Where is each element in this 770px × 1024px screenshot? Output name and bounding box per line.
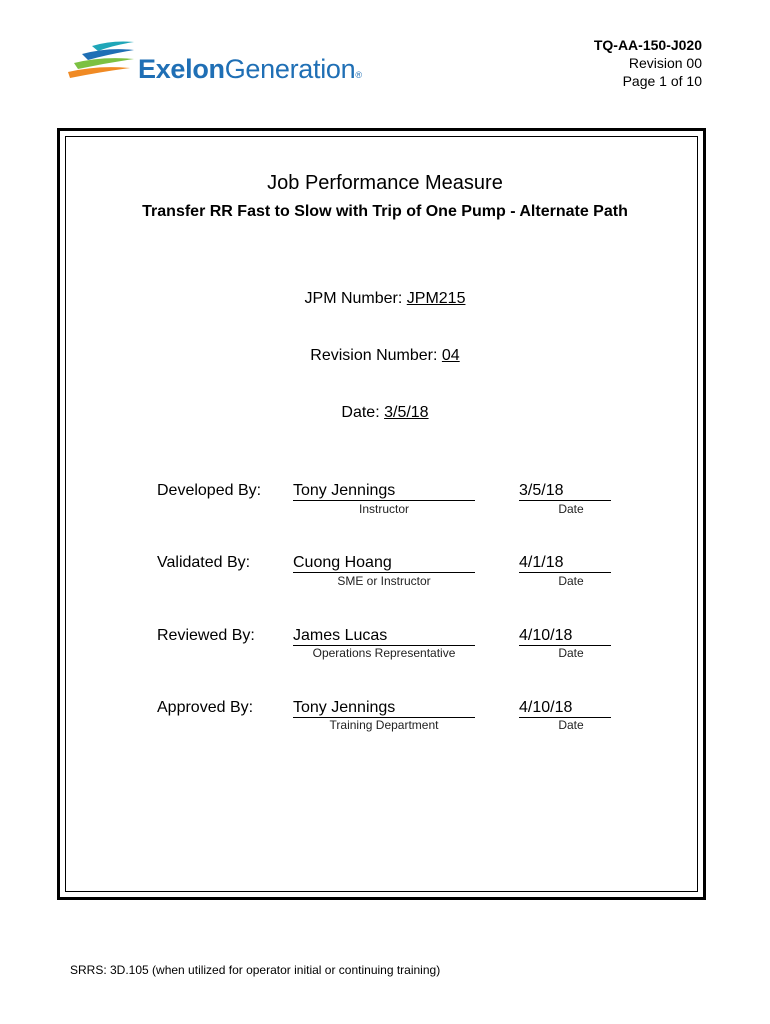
exelon-logo <box>68 40 388 92</box>
signature-date: 4/1/18 <box>519 553 611 573</box>
signature-name: Tony Jennings <box>293 481 475 501</box>
signature-date-caption: Date <box>558 718 584 732</box>
signature-date-caption: Date <box>558 502 584 516</box>
jpm-number-line <box>0 290 770 308</box>
jpm-number-value: JPM215 <box>406 290 466 307</box>
signature-date-caption: Date <box>558 646 584 660</box>
footer-note: SRRS: 3D.105 (when utilized for operator initial or continuing training) <box>70 963 441 977</box>
signature-label: Reviewed By: <box>157 627 255 644</box>
page-subtitle: Transfer RR Fast to Slow with Trip of One Pump - Alternate Path <box>142 203 628 220</box>
revision-number-line <box>0 347 770 365</box>
signature-label: Developed By: <box>157 482 262 499</box>
signature-date: 4/10/18 <box>519 698 611 718</box>
logo-name-bold: Exelon <box>138 54 225 84</box>
date-value: 3/5/18 <box>384 404 429 421</box>
registered-mark: ® <box>355 70 362 80</box>
signature-name: Cuong Hoang <box>293 553 475 573</box>
document-page: Page 1 of 10 <box>622 73 702 89</box>
jpm-number-label: JPM Number: <box>304 290 407 307</box>
signature-label: Validated By: <box>157 554 251 571</box>
signature-role: Operations Representative <box>312 646 456 660</box>
logo-name-regular: Generation <box>224 54 356 84</box>
logo-wordmark <box>138 54 362 85</box>
signature-name: Tony Jennings <box>293 698 475 718</box>
document-code: TQ-AA-150-J020 <box>593 37 702 53</box>
date-line <box>0 404 770 422</box>
document-revision: Revision 00 <box>628 55 702 71</box>
signature-name: James Lucas <box>293 626 475 646</box>
signature-role: SME or Instructor <box>337 574 431 588</box>
signature-label: Approved By: <box>157 699 254 716</box>
signature-date: 3/5/18 <box>519 481 611 501</box>
document-meta <box>594 36 702 90</box>
signature-role: Instructor <box>358 502 409 516</box>
signature-role: Training Department <box>329 718 439 732</box>
exelon-swoosh-icon <box>68 40 136 80</box>
signature-date: 4/10/18 <box>519 626 611 646</box>
date-label: Date: <box>341 404 385 421</box>
revision-number-value: 04 <box>441 347 460 364</box>
revision-number-label: Revision Number: <box>310 347 442 364</box>
page-title: Job Performance Measure <box>267 172 503 194</box>
signature-date-caption: Date <box>558 574 584 588</box>
